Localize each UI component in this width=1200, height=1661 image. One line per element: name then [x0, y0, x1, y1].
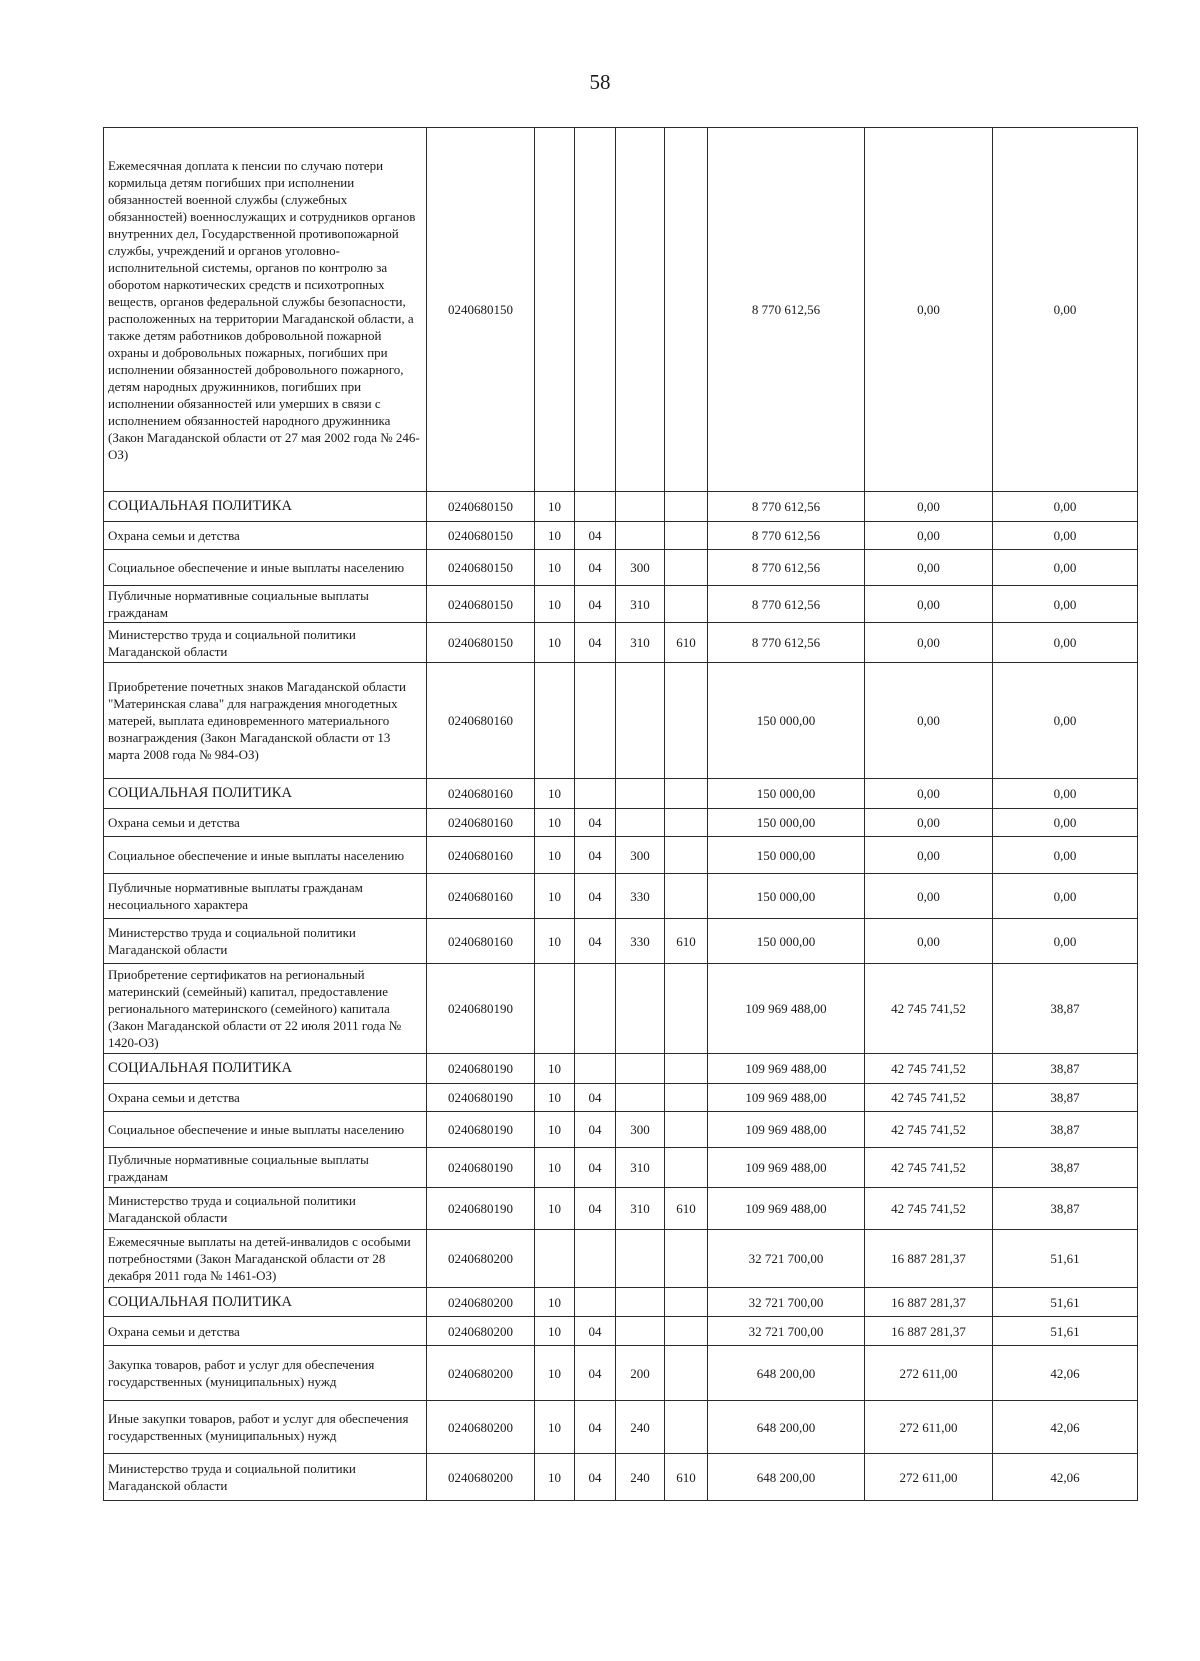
administrator-code	[665, 1346, 708, 1401]
administrator-code	[665, 1084, 708, 1112]
expense-type-code: 330	[616, 874, 665, 919]
table-body	[104, 128, 1138, 1501]
administrator-code	[665, 1288, 708, 1317]
planned-amount: 109 969 488,00	[708, 1084, 865, 1112]
table-row	[104, 1401, 1138, 1454]
section-code	[535, 663, 575, 779]
planned-amount: 32 721 700,00	[708, 1288, 865, 1317]
actual-amount: 0,00	[865, 623, 993, 663]
percent-executed: 38,87	[993, 1084, 1138, 1112]
table-row	[104, 492, 1138, 522]
planned-amount: 8 770 612,56	[708, 586, 865, 623]
percent-executed: 51,61	[993, 1317, 1138, 1346]
administrator-code	[665, 1112, 708, 1148]
row-name: СОЦИАЛЬНАЯ ПОЛИТИКА	[104, 1054, 427, 1084]
planned-amount: 150 000,00	[708, 809, 865, 837]
actual-amount: 0,00	[865, 874, 993, 919]
administrator-code	[665, 809, 708, 837]
subsection-code: 04	[575, 1317, 616, 1346]
target-code: 0240680150	[427, 550, 535, 586]
row-name: Министерство труда и социальной политики Магаданской области	[104, 1454, 427, 1501]
row-name: Министерство труда и социальной политики Магаданской области	[104, 1188, 427, 1230]
administrator-code	[665, 128, 708, 492]
section-code: 10	[535, 1346, 575, 1401]
row-name: Публичные нормативные социальные выплаты гражданам	[104, 1148, 427, 1188]
expense-type-code	[616, 128, 665, 492]
expense-type-code: 240	[616, 1401, 665, 1454]
actual-amount: 272 611,00	[865, 1454, 993, 1501]
planned-amount: 8 770 612,56	[708, 492, 865, 522]
table-row	[104, 1288, 1138, 1317]
planned-amount: 648 200,00	[708, 1401, 865, 1454]
target-code: 0240680160	[427, 919, 535, 964]
target-code: 0240680190	[427, 1084, 535, 1112]
row-name: Приобретение почетных знаков Магаданской области "Материнская слава" для награждения многодетных матерей, выплата единовременного материального вознаграждения (Закон Магаданской области от 13 марта 2008 года № 984-ОЗ)	[104, 663, 427, 779]
administrator-code	[665, 779, 708, 809]
section-code: 10	[535, 1054, 575, 1084]
expense-type-code	[616, 964, 665, 1054]
target-code: 0240680200	[427, 1317, 535, 1346]
actual-amount: 42 745 741,52	[865, 1188, 993, 1230]
target-code: 0240680200	[427, 1454, 535, 1501]
subsection-code: 04	[575, 1401, 616, 1454]
section-code	[535, 964, 575, 1054]
row-name: Министерство труда и социальной политики Магаданской области	[104, 623, 427, 663]
expense-type-code: 300	[616, 1112, 665, 1148]
target-code: 0240680200	[427, 1288, 535, 1317]
expense-type-code: 200	[616, 1346, 665, 1401]
administrator-code	[665, 964, 708, 1054]
target-code: 0240680190	[427, 1054, 535, 1084]
expense-type-code: 240	[616, 1454, 665, 1501]
actual-amount: 42 745 741,52	[865, 1054, 993, 1084]
actual-amount: 0,00	[865, 919, 993, 964]
expense-type-code: 330	[616, 919, 665, 964]
target-code: 0240680190	[427, 1188, 535, 1230]
planned-amount: 109 969 488,00	[708, 1188, 865, 1230]
percent-executed: 38,87	[993, 1112, 1138, 1148]
subsection-code: 04	[575, 586, 616, 623]
subsection-code	[575, 779, 616, 809]
table-row	[104, 1188, 1138, 1230]
row-name: Ежемесячные выплаты на детей-инвалидов с особыми потребностями (Закон Магаданской области от 28 декабря 2011 года № 1461-ОЗ)	[104, 1230, 427, 1288]
section-code: 10	[535, 492, 575, 522]
table-row	[104, 128, 1138, 492]
administrator-code	[665, 492, 708, 522]
subsection-code: 04	[575, 623, 616, 663]
expense-type-code: 310	[616, 1148, 665, 1188]
administrator-code: 610	[665, 919, 708, 964]
administrator-code: 610	[665, 1188, 708, 1230]
target-code: 0240680150	[427, 128, 535, 492]
subsection-code: 04	[575, 522, 616, 550]
expense-type-code	[616, 1288, 665, 1317]
administrator-code	[665, 837, 708, 874]
actual-amount: 0,00	[865, 779, 993, 809]
section-code: 10	[535, 837, 575, 874]
table-row	[104, 1230, 1138, 1288]
target-code: 0240680160	[427, 809, 535, 837]
actual-amount: 0,00	[865, 663, 993, 779]
planned-amount: 150 000,00	[708, 779, 865, 809]
planned-amount: 109 969 488,00	[708, 964, 865, 1054]
row-name: Публичные нормативные социальные выплаты гражданам	[104, 586, 427, 623]
section-code: 10	[535, 1084, 575, 1112]
row-name: Социальное обеспечение и иные выплаты населению	[104, 837, 427, 874]
subsection-code	[575, 964, 616, 1054]
target-code: 0240680160	[427, 779, 535, 809]
target-code: 0240680160	[427, 837, 535, 874]
row-name: Приобретение сертификатов на региональный материнский (семейный) капитал, предоставление регионального материнского (семейного) капитала (Закон Магаданской области от 22 июля 2011 года № 1420-ОЗ)	[104, 964, 427, 1054]
administrator-code: 610	[665, 623, 708, 663]
planned-amount: 8 770 612,56	[708, 623, 865, 663]
administrator-code	[665, 586, 708, 623]
subsection-code: 04	[575, 809, 616, 837]
section-code: 10	[535, 623, 575, 663]
subsection-code: 04	[575, 1188, 616, 1230]
planned-amount: 8 770 612,56	[708, 522, 865, 550]
actual-amount: 16 887 281,37	[865, 1230, 993, 1288]
actual-amount: 0,00	[865, 809, 993, 837]
row-name: Министерство труда и социальной политики Магаданской области	[104, 919, 427, 964]
percent-executed: 0,00	[993, 809, 1138, 837]
expense-type-code: 300	[616, 837, 665, 874]
actual-amount: 42 745 741,52	[865, 964, 993, 1054]
table-row	[104, 919, 1138, 964]
budget-table	[103, 127, 1138, 1501]
subsection-code	[575, 1288, 616, 1317]
actual-amount: 0,00	[865, 586, 993, 623]
percent-executed: 0,00	[993, 522, 1138, 550]
section-code: 10	[535, 874, 575, 919]
target-code: 0240680190	[427, 1148, 535, 1188]
administrator-code	[665, 1148, 708, 1188]
percent-executed: 0,00	[993, 837, 1138, 874]
planned-amount: 648 200,00	[708, 1346, 865, 1401]
percent-executed: 42,06	[993, 1454, 1138, 1501]
percent-executed: 0,00	[993, 779, 1138, 809]
administrator-code	[665, 1230, 708, 1288]
subsection-code	[575, 1054, 616, 1084]
subsection-code	[575, 663, 616, 779]
table-row	[104, 1317, 1138, 1346]
row-name: Охрана семьи и детства	[104, 809, 427, 837]
percent-executed: 51,61	[993, 1230, 1138, 1288]
expense-type-code	[616, 522, 665, 550]
row-name: Социальное обеспечение и иные выплаты населению	[104, 1112, 427, 1148]
planned-amount: 150 000,00	[708, 874, 865, 919]
subsection-code	[575, 492, 616, 522]
planned-amount: 150 000,00	[708, 919, 865, 964]
target-code: 0240680160	[427, 874, 535, 919]
actual-amount: 16 887 281,37	[865, 1317, 993, 1346]
section-code: 10	[535, 1288, 575, 1317]
administrator-code	[665, 550, 708, 586]
expense-type-code	[616, 1317, 665, 1346]
table-row	[104, 964, 1138, 1054]
row-name: СОЦИАЛЬНАЯ ПОЛИТИКА	[104, 1288, 427, 1317]
expense-type-code: 300	[616, 550, 665, 586]
subsection-code: 04	[575, 874, 616, 919]
percent-executed: 0,00	[993, 623, 1138, 663]
actual-amount: 16 887 281,37	[865, 1288, 993, 1317]
section-code: 10	[535, 1148, 575, 1188]
percent-executed: 0,00	[993, 919, 1138, 964]
subsection-code: 04	[575, 550, 616, 586]
actual-amount: 0,00	[865, 837, 993, 874]
target-code: 0240680150	[427, 586, 535, 623]
section-code	[535, 128, 575, 492]
percent-executed: 38,87	[993, 1188, 1138, 1230]
table-row	[104, 663, 1138, 779]
actual-amount: 0,00	[865, 522, 993, 550]
table-row	[104, 809, 1138, 837]
table-row	[104, 550, 1138, 586]
expense-type-code: 310	[616, 1188, 665, 1230]
page-number: 58	[589, 70, 611, 94]
expense-type-code	[616, 1230, 665, 1288]
planned-amount: 109 969 488,00	[708, 1054, 865, 1084]
actual-amount: 272 611,00	[865, 1346, 993, 1401]
actual-amount: 272 611,00	[865, 1401, 993, 1454]
section-code: 10	[535, 779, 575, 809]
planned-amount: 32 721 700,00	[708, 1230, 865, 1288]
administrator-code	[665, 522, 708, 550]
percent-executed: 51,61	[993, 1288, 1138, 1317]
subsection-code	[575, 1230, 616, 1288]
actual-amount: 42 745 741,52	[865, 1148, 993, 1188]
subsection-code	[575, 128, 616, 492]
target-code: 0240680160	[427, 663, 535, 779]
expense-type-code	[616, 809, 665, 837]
target-code: 0240680150	[427, 623, 535, 663]
actual-amount: 0,00	[865, 550, 993, 586]
percent-executed: 38,87	[993, 1148, 1138, 1188]
section-code: 10	[535, 1112, 575, 1148]
table-row	[104, 1054, 1138, 1084]
percent-executed: 0,00	[993, 874, 1138, 919]
percent-executed: 38,87	[993, 1054, 1138, 1084]
section-code: 10	[535, 522, 575, 550]
expense-type-code	[616, 779, 665, 809]
target-code: 0240680200	[427, 1230, 535, 1288]
percent-executed: 42,06	[993, 1346, 1138, 1401]
table-row	[104, 1084, 1138, 1112]
actual-amount: 0,00	[865, 492, 993, 522]
target-code: 0240680150	[427, 522, 535, 550]
percent-executed: 0,00	[993, 128, 1138, 492]
section-code	[535, 1230, 575, 1288]
section-code: 10	[535, 1454, 575, 1501]
actual-amount: 42 745 741,52	[865, 1084, 993, 1112]
section-code: 10	[535, 919, 575, 964]
table-row	[104, 1112, 1138, 1148]
percent-executed: 38,87	[993, 964, 1138, 1054]
planned-amount: 150 000,00	[708, 663, 865, 779]
section-code: 10	[535, 1188, 575, 1230]
section-code: 10	[535, 809, 575, 837]
target-code: 0240680150	[427, 492, 535, 522]
percent-executed: 42,06	[993, 1401, 1138, 1454]
percent-executed: 0,00	[993, 550, 1138, 586]
subsection-code: 04	[575, 1346, 616, 1401]
target-code: 0240680190	[427, 964, 535, 1054]
planned-amount: 648 200,00	[708, 1454, 865, 1501]
expense-type-code	[616, 1054, 665, 1084]
actual-amount: 42 745 741,52	[865, 1112, 993, 1148]
planned-amount: 109 969 488,00	[708, 1112, 865, 1148]
planned-amount: 8 770 612,56	[708, 128, 865, 492]
table-row	[104, 522, 1138, 550]
percent-executed: 0,00	[993, 586, 1138, 623]
planned-amount: 32 721 700,00	[708, 1317, 865, 1346]
row-name: Ежемесячная доплата к пенсии по случаю потери кормильца детям погибших при исполнении обязанностей военной службы (служебных обязанностей) военнослужащих и сотрудников органов внутренних дел, Государственной противопожарной службы, учреждений и органов уголовно-исполнительной системы, органов по контролю за оборотом наркотических средств и психотропных веществ, органов федеральной службы безопасности, расположенных на территории Магаданской области, а также детям работников добровольной пожарной охраны и добровольных пожарных, погибших при исполнении обязанностей добровольного пожарного, детям народных дружинников, погибших при исполнении обязанностей или умерших в связи с исполнением обязанностей народного дружинника (Закон Магаданской области от 27 мая 2002 года № 246-ОЗ)	[104, 128, 427, 492]
table-row	[104, 1346, 1138, 1401]
expense-type-code: 310	[616, 586, 665, 623]
target-code: 0240680200	[427, 1346, 535, 1401]
planned-amount: 8 770 612,56	[708, 550, 865, 586]
subsection-code: 04	[575, 1084, 616, 1112]
row-name: Публичные нормативные выплаты гражданам несоциального характера	[104, 874, 427, 919]
section-code: 10	[535, 1317, 575, 1346]
planned-amount: 150 000,00	[708, 837, 865, 874]
subsection-code: 04	[575, 1112, 616, 1148]
actual-amount: 0,00	[865, 128, 993, 492]
administrator-code: 610	[665, 1454, 708, 1501]
administrator-code	[665, 1401, 708, 1454]
expense-type-code	[616, 663, 665, 779]
section-code: 10	[535, 586, 575, 623]
row-name: Охрана семьи и детства	[104, 522, 427, 550]
row-name: Иные закупки товаров, работ и услуг для обеспечения государственных (муниципальных) нужд	[104, 1401, 427, 1454]
expense-type-code	[616, 492, 665, 522]
table-row	[104, 623, 1138, 663]
table-row	[104, 837, 1138, 874]
target-code: 0240680190	[427, 1112, 535, 1148]
subsection-code: 04	[575, 919, 616, 964]
table-row	[104, 1454, 1138, 1501]
administrator-code	[665, 874, 708, 919]
planned-amount: 109 969 488,00	[708, 1148, 865, 1188]
administrator-code	[665, 1317, 708, 1346]
table-row	[104, 586, 1138, 623]
row-name: Закупка товаров, работ и услуг для обеспечения государственных (муниципальных) нужд	[104, 1346, 427, 1401]
table-row	[104, 779, 1138, 809]
row-name: Охрана семьи и детства	[104, 1084, 427, 1112]
subsection-code: 04	[575, 1148, 616, 1188]
row-name: СОЦИАЛЬНАЯ ПОЛИТИКА	[104, 492, 427, 522]
section-code: 10	[535, 550, 575, 586]
expense-type-code	[616, 1084, 665, 1112]
table-row	[104, 1148, 1138, 1188]
administrator-code	[665, 1054, 708, 1084]
target-code: 0240680200	[427, 1401, 535, 1454]
percent-executed: 0,00	[993, 492, 1138, 522]
row-name: Охрана семьи и детства	[104, 1317, 427, 1346]
expense-type-code: 310	[616, 623, 665, 663]
row-name: СОЦИАЛЬНАЯ ПОЛИТИКА	[104, 779, 427, 809]
percent-executed: 0,00	[993, 663, 1138, 779]
section-code: 10	[535, 1401, 575, 1454]
administrator-code	[665, 663, 708, 779]
table-row	[104, 874, 1138, 919]
row-name: Социальное обеспечение и иные выплаты населению	[104, 550, 427, 586]
subsection-code: 04	[575, 1454, 616, 1501]
subsection-code: 04	[575, 837, 616, 874]
